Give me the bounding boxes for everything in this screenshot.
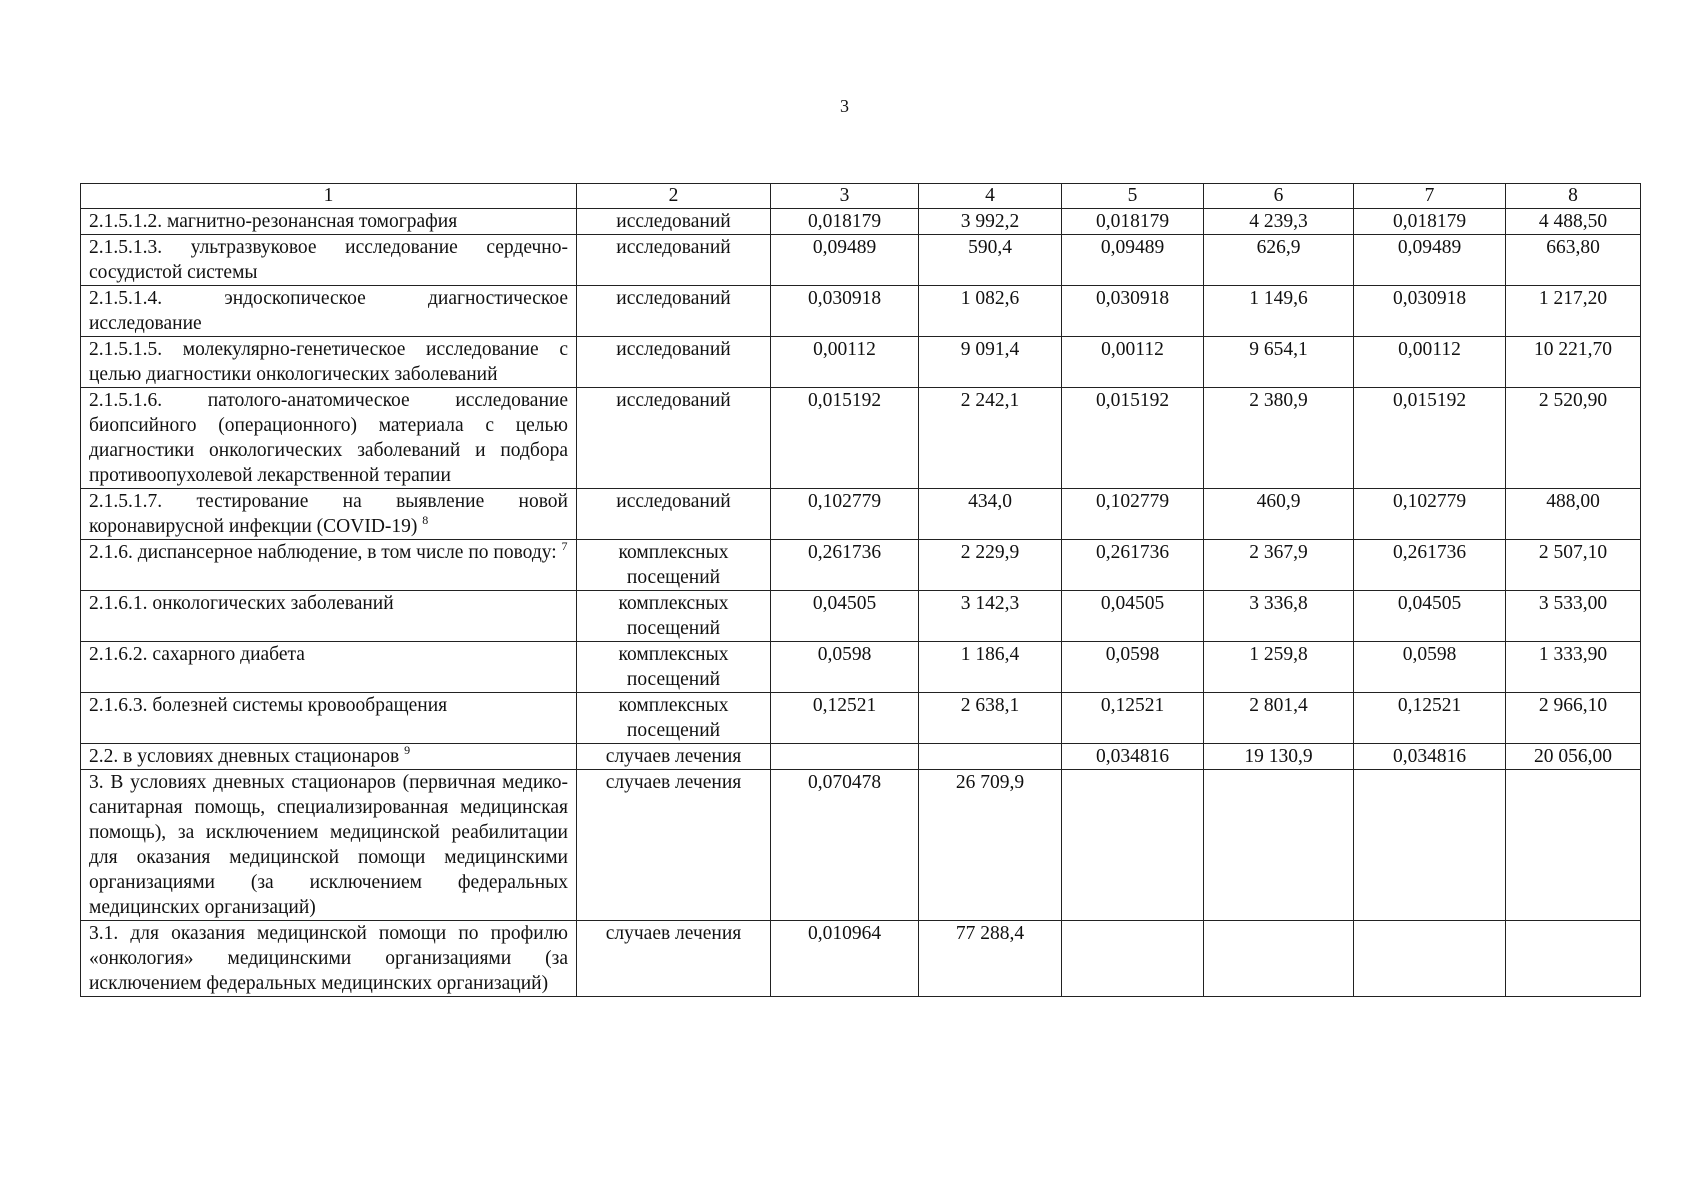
unit-cell: случаев лечения <box>577 770 771 921</box>
row-name-cell <box>81 286 577 337</box>
value-cell: 1 149,6 <box>1204 286 1354 337</box>
column-header: 4 <box>919 184 1062 209</box>
value-cell: 3 336,8 <box>1204 591 1354 642</box>
column-header: 3 <box>771 184 919 209</box>
value-cell: 1 333,90 <box>1506 642 1641 693</box>
value-cell: 0,261736 <box>771 540 919 591</box>
row-name-cell <box>81 921 577 997</box>
value-cell: 0,030918 <box>1062 286 1204 337</box>
value-cell: 2 242,1 <box>919 388 1062 489</box>
unit-cell: исследований <box>577 489 771 540</box>
row-name: 2.1.6.3. болезней системы кровообращения <box>89 695 448 716</box>
value-cell: 590,4 <box>919 235 1062 286</box>
row-name: 3. В условиях дневных стационаров (первичная медико-санитарная помощь, специализированная медицинская помощь), за исключением медицинской реабилитации для оказания медицинской помощи медицинскими организациями (за исключением федеральных медицинских организаций) <box>89 772 568 918</box>
value-cell <box>1062 921 1204 997</box>
value-cell: 0,015192 <box>1062 388 1204 489</box>
value-cell: 0,015192 <box>771 388 919 489</box>
value-cell: 0,102779 <box>1062 489 1204 540</box>
value-cell: 2 229,9 <box>919 540 1062 591</box>
table-row <box>81 489 1641 540</box>
value-cell: 1 217,20 <box>1506 286 1641 337</box>
table-row <box>81 337 1641 388</box>
row-name-cell <box>81 388 577 489</box>
value-cell: 3 992,2 <box>919 209 1062 235</box>
value-cell: 460,9 <box>1204 489 1354 540</box>
value-cell: 0,034816 <box>1062 744 1204 770</box>
table-row <box>81 744 1641 770</box>
value-cell: 0,102779 <box>1354 489 1506 540</box>
value-cell: 9 654,1 <box>1204 337 1354 388</box>
unit-cell: комплексных посещений <box>577 642 771 693</box>
row-name: 2.2. в условиях дневных стационаров <box>89 746 400 767</box>
value-cell: 2 367,9 <box>1204 540 1354 591</box>
value-cell: 0,04505 <box>1354 591 1506 642</box>
row-name: 2.1.5.1.4. эндоскопическое диагностическое исследование <box>89 288 568 334</box>
row-name: 3.1. для оказания медицинской помощи по профилю «онкология» медицинскими организациями (за исключением федеральных медицинских организаций) <box>89 923 568 994</box>
table-row <box>81 770 1641 921</box>
row-name: 2.1.5.1.3. ультразвуковое исследование сердечно-сосудистой системы <box>89 237 568 283</box>
table-row <box>81 209 1641 235</box>
value-cell: 3 533,00 <box>1506 591 1641 642</box>
value-cell <box>919 744 1062 770</box>
row-name-cell <box>81 540 577 591</box>
value-cell: 626,9 <box>1204 235 1354 286</box>
row-name: 2.1.5.1.7. тестирование на выявление новой коронавирусной инфекции (COVID-19) <box>89 491 568 537</box>
value-cell <box>1062 770 1204 921</box>
unit-cell: комплексных посещений <box>577 591 771 642</box>
value-cell: 0,018179 <box>1062 209 1204 235</box>
table-row <box>81 286 1641 337</box>
unit-cell: исследований <box>577 388 771 489</box>
value-cell <box>1204 770 1354 921</box>
value-cell: 0,00112 <box>771 337 919 388</box>
column-header: 1 <box>81 184 577 209</box>
page-number: 3 <box>840 96 849 116</box>
value-cell: 10 221,70 <box>1506 337 1641 388</box>
value-cell: 0,102779 <box>771 489 919 540</box>
value-cell: 2 380,9 <box>1204 388 1354 489</box>
value-cell: 3 142,3 <box>919 591 1062 642</box>
value-cell: 0,015192 <box>1354 388 1506 489</box>
value-cell <box>1204 921 1354 997</box>
row-name: 2.1.5.1.6. патолого-анатомическое исследование биопсийного (операционного) материала с целью диагностики онкологических заболеваний и подбора противоопухолевой лекарственной терапии <box>89 390 568 486</box>
value-cell: 1 082,6 <box>919 286 1062 337</box>
value-cell: 663,80 <box>1506 235 1641 286</box>
value-cell: 2 801,4 <box>1204 693 1354 744</box>
row-name: 2.1.6.2. сахарного диабета <box>89 644 305 665</box>
row-name-cell <box>81 744 577 770</box>
table-row <box>81 642 1641 693</box>
value-cell: 434,0 <box>919 489 1062 540</box>
unit-cell: исследований <box>577 209 771 235</box>
value-cell: 26 709,9 <box>919 770 1062 921</box>
value-cell <box>771 744 919 770</box>
value-cell: 2 966,10 <box>1506 693 1641 744</box>
value-cell <box>1506 770 1641 921</box>
value-cell: 0,034816 <box>1354 744 1506 770</box>
value-cell: 0,261736 <box>1062 540 1204 591</box>
value-cell: 19 130,9 <box>1204 744 1354 770</box>
table-body <box>81 184 1641 997</box>
table-row <box>81 693 1641 744</box>
row-name: 2.1.5.1.5. молекулярно-генетическое исследование с целью диагностики онкологических заболеваний <box>89 339 568 385</box>
value-cell: 2 638,1 <box>919 693 1062 744</box>
table-row <box>81 540 1641 591</box>
row-name-cell <box>81 693 577 744</box>
value-cell: 0,010964 <box>771 921 919 997</box>
value-cell: 0,04505 <box>771 591 919 642</box>
row-name: 2.1.5.1.2. магнитно-резонансная томография <box>89 211 458 232</box>
row-name-cell <box>81 489 577 540</box>
column-header: 7 <box>1354 184 1506 209</box>
row-name-cell <box>81 235 577 286</box>
table-row <box>81 388 1641 489</box>
value-cell: 77 288,4 <box>919 921 1062 997</box>
value-cell: 488,00 <box>1506 489 1641 540</box>
table-row <box>81 921 1641 997</box>
column-header: 2 <box>577 184 771 209</box>
row-name-cell <box>81 642 577 693</box>
value-cell: 0,12521 <box>771 693 919 744</box>
value-cell: 0,030918 <box>1354 286 1506 337</box>
table-row <box>81 591 1641 642</box>
value-cell: 0,0598 <box>1062 642 1204 693</box>
value-cell: 0,018179 <box>1354 209 1506 235</box>
unit-cell: исследований <box>577 337 771 388</box>
value-cell: 9 091,4 <box>919 337 1062 388</box>
column-header: 8 <box>1506 184 1641 209</box>
value-cell <box>1354 770 1506 921</box>
value-cell: 0,04505 <box>1062 591 1204 642</box>
header-row <box>81 184 1641 209</box>
row-name: 2.1.6. диспансерное наблюдение, в том числе по поводу: <box>89 542 557 563</box>
row-name: 2.1.6.1. онкологических заболеваний <box>89 593 394 614</box>
value-cell <box>1354 921 1506 997</box>
value-cell: 2 520,90 <box>1506 388 1641 489</box>
value-cell: 0,070478 <box>771 770 919 921</box>
column-header: 5 <box>1062 184 1204 209</box>
footnote-mark: 8 <box>422 513 429 527</box>
row-name-cell <box>81 337 577 388</box>
unit-cell: случаев лечения <box>577 921 771 997</box>
unit-cell: исследований <box>577 286 771 337</box>
row-name-cell <box>81 770 577 921</box>
value-cell: 0,018179 <box>771 209 919 235</box>
value-cell: 0,09489 <box>771 235 919 286</box>
value-cell: 0,261736 <box>1354 540 1506 591</box>
row-name-cell <box>81 591 577 642</box>
footnote-mark: 7 <box>561 539 568 553</box>
value-cell: 0,0598 <box>1354 642 1506 693</box>
value-cell: 0,030918 <box>771 286 919 337</box>
unit-cell: случаев лечения <box>577 744 771 770</box>
row-name-cell <box>81 209 577 235</box>
unit-cell: исследований <box>577 235 771 286</box>
value-cell: 1 259,8 <box>1204 642 1354 693</box>
value-cell: 0,09489 <box>1354 235 1506 286</box>
unit-cell: комплексных посещений <box>577 693 771 744</box>
value-cell: 20 056,00 <box>1506 744 1641 770</box>
footnote-mark: 9 <box>404 743 411 757</box>
value-cell: 2 507,10 <box>1506 540 1641 591</box>
value-cell: 4 488,50 <box>1506 209 1641 235</box>
table-row <box>81 235 1641 286</box>
unit-cell: комплексных посещений <box>577 540 771 591</box>
value-cell: 0,00112 <box>1354 337 1506 388</box>
value-cell: 0,0598 <box>771 642 919 693</box>
column-header: 6 <box>1204 184 1354 209</box>
value-cell: 1 186,4 <box>919 642 1062 693</box>
value-cell <box>1506 921 1641 997</box>
value-cell: 0,00112 <box>1062 337 1204 388</box>
value-cell: 0,12521 <box>1354 693 1506 744</box>
value-cell: 0,12521 <box>1062 693 1204 744</box>
value-cell: 0,09489 <box>1062 235 1204 286</box>
value-cell: 4 239,3 <box>1204 209 1354 235</box>
data-table <box>80 183 1641 997</box>
